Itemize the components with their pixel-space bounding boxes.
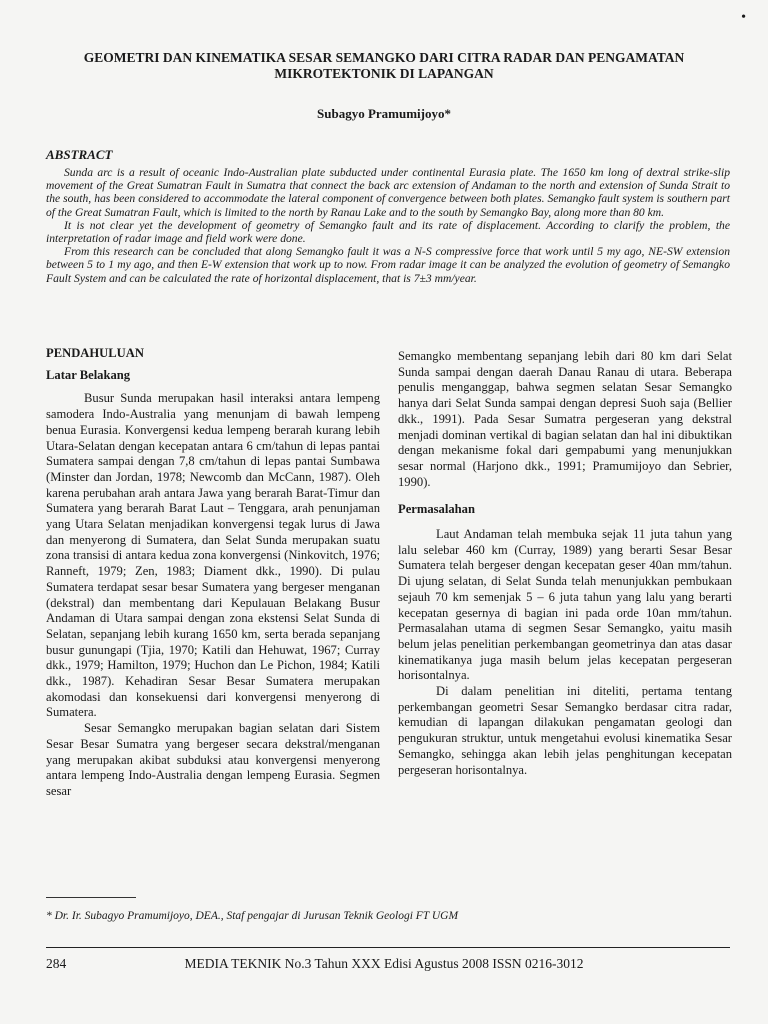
scan-mark: • (741, 10, 746, 25)
abstract-paragraph-3: From this research can be concluded that along Semangko fault it was a N-S compressive force that work until 5 my ago, NE-SW extension between 5 to 1 my ago, and then E-W extension that work up to now. From radar image it can be analyzed the evolution of geometry of Semangko Fault System and can be calculated the rate of horizontal displacement, that is 7±3 mm/year. (46, 245, 730, 285)
abstract-paragraph-2: It is not clear yet the development of geometry of Semangko fault and its rate of displacement. According to clarify the problem, the interpretation of radar image and field work were done. (46, 218, 730, 246)
subsection-heading-permasalahan: Permasalahan (398, 502, 475, 517)
paper-title (40, 50, 728, 82)
title-line-1: GEOMETRI DAN KINEMATIKA SESAR SEMANGKO DARI CITRA RADAR DAN PENGAMATAN (83, 50, 685, 65)
subsection-heading-latar-belakang: Latar Belakang (46, 367, 131, 382)
body-paragraph: Sesar Semangko merupakan bagian selatan dari Sistem Sesar Besar Sumatra yang bergeser secara dekstral/menganan yang merupakan akibat subduksi atau konvergensi menyerong antara lempeng Indo-Australia dengan lempeng Eurasia. Segmen sesar (46, 721, 380, 798)
spacer (398, 490, 732, 502)
spacer (398, 518, 732, 527)
abstract-heading: ABSTRACT (46, 147, 113, 162)
author-footnote: * Dr. Ir. Subagyo Pramumijoyo, DEA., Staf pengajar di Jurusan Teknik Geologi FT UGM (46, 910, 459, 922)
title-line-2: MIKROTEKTONIK DI LAPANGAN (274, 66, 494, 81)
footer-divider (46, 947, 730, 948)
journal-info: MEDIA TEKNIK No.3 Tahun XXX Edisi Agustus 2008 ISSN 0216-3012 (184, 956, 584, 971)
section-heading-pendahuluan: PENDAHULUAN (46, 346, 144, 360)
footnote-divider (46, 897, 136, 898)
author-name: Subagyo Pramumijoyo* (317, 106, 451, 121)
abstract-body (46, 166, 730, 285)
body-paragraph: Busur Sunda merupakan hasil interaksi antara lempeng samodera Indo-Australia yang menunjam di bawah lempeng benua Eurasia. Konvergensi kedua lempeng berarah kurang lebih Utara-Selatan dengan kecepatan antara 6 cm/tahun di lepas pantai Sumatera sampai dengan 7,8 cm/tahun di lepas pantai Sumbawa (Minster dan Jordan, 1978; Newcomb dan McCann, 1987). Oleh karena perubahan arah antara Jawa yang berarah Barat-Timur dan Sumatera yang berarah Barat Laut – Tenggara, arah penunjaman yang Utara Selatan menjadikan konvergensi tegak lurus di Jawa dan menyerong di Sumatera, dan Selat Sunda merupakan suatu zona transisi di antara kedua zona konvergensi (Ninkovitch, 1976; Ranneft, 1979; Zen, 1983; Diament dkk., 1990). Di pulau Sumatera terdapat sesar besar Sumatera yang bergeser menganan (dekstral) dan membentang dari Kepulauan Belakang Busur Andaman di Utara sampai dengan zona ekstensi Selat Sunda di Selatan, sepanjang lebih kurang 1650 km, serta berada sepanjang busur gunungapi (Tjia, 1970; Katili dan Hehuwat, 1967; Curray dkk., 1979; Hamilton, 1979; Huchon dan Le Pichon, 1984; Katili dkk., 1987). Kehadiran Sesar Besar Sumatera merupakan akomodasi dan konsekuensi dari konvergensi menyerong di Sumatera. (46, 391, 380, 720)
body-paragraph: Semangko membentang sepanjang lebih dari 80 km dari Selat Sunda sampai dengan daerah Danau Ranau di utara. Beberapa penulis menganggap, bahwa segmen selatan Sesar Semangko hanya dari Selat Sunda sampai dengan depresi Suoh saja (Bellier dkk., 1991). Pada Sesar Sumatra pergeseran yang dekstral menjadi dominan vertikal di bagian selatan dan hal ini dibuktikan dengan mekanisme fokal dari gempabumi yang menunjukkan sesar normal (Harjono dkk., 1991; Pramumijoyo dan Sebrier, 1990). (398, 349, 732, 489)
page-number: 284 (46, 956, 67, 971)
body-paragraph: Laut Andaman telah membuka sejak 11 juta tahun yang lalu selebar 460 km (Curray, 1989) yang berarti Sesar Besar Sumatera telah bergeser dengan kecepatan geser 40an mm/tahun. Di ujung selatan, di Selat Sunda telah menunjukkan pembukaan sejauh 70 km semenjak 5 – 6 juta tahun yang lalu yang berarti kecepatan gesernya di bagian ini pada orde 10an mm/tahun. Permasalahan utama di segmen Sesar Semangko, yaitu masih belum jelas penelitian perkembangan geometrinya dan atas dasar kinematikanya juga masih belum jelas kecepatan pergeseran horisontalnya. (398, 527, 732, 683)
left-column (46, 346, 380, 800)
body-paragraph: Di dalam penelitian ini diteliti, pertama tentang perkembangan geometri Sesar Semangko berdasar citra radar, kemudian di lapangan dilakukan pengamatan geologi dan pengukuran struktur, untuk mengetahui evolusi kinematika Sesar Semangko, sehingga akan lebih jelas penghitungan kecepatan pergeseran horisontalnya. (398, 684, 732, 777)
abstract-paragraph-1: Sunda arc is a result of oceanic Indo-Australian plate subducted under continental Eurasia plate. The 1650 km long of dextral strike-slip movement of the Great Sumatran Fault in Sumatra that connect the back arc extension of Andaman to the north and extension of Sunda Strait to the south, has been considered to accommodate the lateral component of convergence between both plates. Semangko fault system is southern part of the Great Sumatran Fault, which is limited to the north by Ranau Lake and to the south by Semangko Bay, along more than 80 km. (46, 166, 730, 219)
right-column (398, 349, 732, 778)
